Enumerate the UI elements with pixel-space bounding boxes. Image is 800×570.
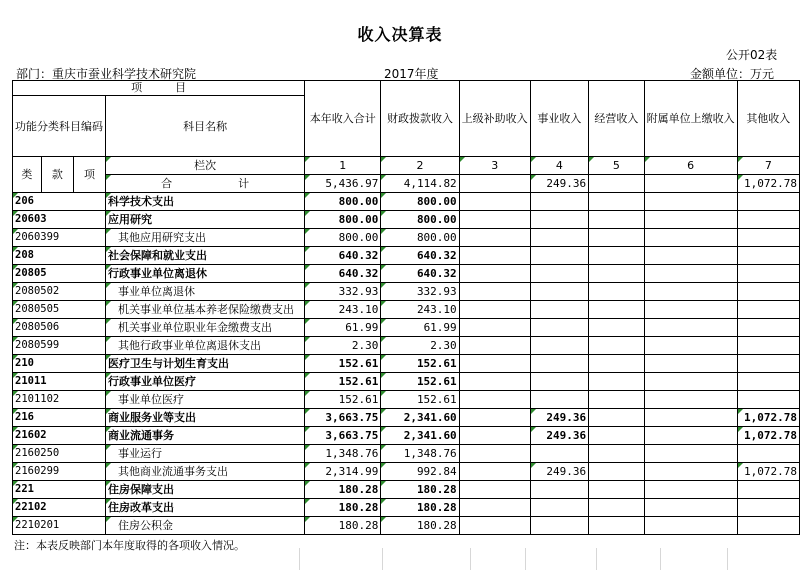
report-title: 收入决算表 [357,25,443,44]
row-c7 [737,355,799,373]
row-c3 [459,409,530,427]
table-row [13,499,800,517]
row-c4 [530,229,588,247]
row-c1: 800.00 [305,211,381,229]
row-code: 2080599 [13,337,106,355]
row-c2: 332.93 [381,283,459,301]
row-c4 [530,319,588,337]
row-c3 [459,427,530,445]
row-c6 [644,463,737,481]
footnote: 注：本表反映部门本年度取得的各项收入情况。 [14,539,245,552]
row-c5 [589,337,644,355]
row-subject-name: 事业单位离退休 [106,283,305,301]
row-c5 [589,229,644,247]
row-c4 [530,301,588,319]
row-c4 [530,499,588,517]
col-affiliated-income: 附属单位上缴收入 [644,81,737,157]
row-c6 [644,355,737,373]
row-c5 [589,319,644,337]
row-c2: 800.00 [381,193,459,211]
row-c6 [644,427,737,445]
row-c7 [737,517,799,535]
row-c6 [644,229,737,247]
row-c5 [589,463,644,481]
table-row [13,391,800,409]
row-c7: 1,072.78 [737,409,799,427]
row-c7 [737,283,799,301]
row-c1: 152.61 [305,373,381,391]
row-c5 [589,373,644,391]
row-c7 [737,499,799,517]
table-row [13,409,800,427]
row-subject-name: 应用研究 [106,211,305,229]
row-c6 [644,283,737,301]
row-subject-name: 机关事业单位职业年金缴费支出 [106,319,305,337]
row-c2: 61.99 [381,319,459,337]
row-c2: 2.30 [381,337,459,355]
row-c3 [459,463,530,481]
grid-line [382,548,383,570]
func-code-header: 功能分类科目编码 [13,96,106,157]
fiscal-year: 2017年度 [384,67,439,81]
row-c6 [644,445,737,463]
row-c6 [644,481,737,499]
table-row [13,193,800,211]
row-c4 [530,517,588,535]
row-code: 2080502 [13,283,106,301]
row-code: 21011 [13,373,106,391]
row-c4: 249.36 [530,409,588,427]
row-subject-name: 商业流通事务 [106,427,305,445]
row-code: 22102 [13,499,106,517]
table-row [13,517,800,535]
income-table [12,80,800,535]
row-subject-name: 住房改革支出 [106,499,305,517]
row-c5 [589,193,644,211]
row-c4 [530,337,588,355]
row-c7 [737,193,799,211]
row-c2: 2,341.60 [381,427,459,445]
row-c6 [644,211,737,229]
row-c6 [644,337,737,355]
row-c4 [530,211,588,229]
row-c1: 180.28 [305,499,381,517]
row-c1: 3,663.75 [305,409,381,427]
row-c1: 180.28 [305,481,381,499]
row-c7 [737,301,799,319]
row-c1: 800.00 [305,229,381,247]
row-subject-name: 事业单位医疗 [106,391,305,409]
row-c1: 3,663.75 [305,427,381,445]
row-c4 [530,391,588,409]
row-subject-name: 住房公积金 [106,517,305,535]
row-c2: 243.10 [381,301,459,319]
row-c6 [644,247,737,265]
row-c1: 152.61 [305,391,381,409]
row-c5 [589,301,644,319]
row-c1: 640.32 [305,265,381,283]
row-c5 [589,391,644,409]
row-subject-name: 其他商业流通事务支出 [106,463,305,481]
row-subject-name: 科学技术支出 [106,193,305,211]
row-c4: 249.36 [530,463,588,481]
kuan-header: 款 [41,157,73,193]
row-c7 [737,211,799,229]
row-c4 [530,247,588,265]
row-c7 [737,337,799,355]
row-c3 [459,445,530,463]
row-subject-name: 商业服务业等支出 [106,409,305,427]
row-c4 [530,265,588,283]
row-c1: 152.61 [305,355,381,373]
row-c6 [644,319,737,337]
row-c3 [459,265,530,283]
row-c7 [737,229,799,247]
row-c1: 1,348.76 [305,445,381,463]
grid-line [470,548,471,570]
total-c2: 4,114.82 [381,175,459,193]
row-c3 [459,247,530,265]
row-c5 [589,247,644,265]
row-c6 [644,265,737,283]
row-c7 [737,481,799,499]
row-c3 [459,229,530,247]
row-c3 [459,355,530,373]
row-code: 216 [13,409,106,427]
row-c2: 800.00 [381,211,459,229]
row-c6 [644,193,737,211]
col-fiscal-appropriation: 财政拨款收入 [381,81,459,157]
row-code: 20805 [13,265,106,283]
row-c6 [644,373,737,391]
col-number-4: 4 [530,157,588,175]
row-c4 [530,283,588,301]
row-c5 [589,427,644,445]
table-row [13,319,800,337]
table-row [13,247,800,265]
total-c7: 1,072.78 [737,175,799,193]
row-c3 [459,283,530,301]
total-c4: 249.36 [530,175,588,193]
form-number: 公开02表 [726,48,778,62]
table-row [13,427,800,445]
grid-line [299,548,300,570]
row-c2: 800.00 [381,229,459,247]
row-c2: 640.32 [381,265,459,283]
row-c4 [530,193,588,211]
xiang-header: 项 [73,157,105,193]
row-subject-name: 住房保障支出 [106,481,305,499]
row-c1: 640.32 [305,247,381,265]
table-row [13,301,800,319]
row-c5 [589,409,644,427]
row-c2: 2,341.60 [381,409,459,427]
row-code: 208 [13,247,106,265]
table-row [13,211,800,229]
row-c3 [459,301,530,319]
row-subject-name: 其他应用研究支出 [106,229,305,247]
project-header: 项 目 [13,81,305,96]
row-c6 [644,409,737,427]
table-row [13,463,800,481]
row-c2: 180.28 [381,499,459,517]
row-c3 [459,319,530,337]
row-c1: 61.99 [305,319,381,337]
table-row [13,229,800,247]
col-number-3: 3 [459,157,530,175]
row-code: 2210201 [13,517,106,535]
row-code: 2080505 [13,301,106,319]
subject-name-header: 科目名称 [106,96,305,157]
row-c5 [589,481,644,499]
row-c1: 332.93 [305,283,381,301]
grid-line [525,548,526,570]
row-c2: 180.28 [381,517,459,535]
table-row [13,283,800,301]
row-code: 206 [13,193,106,211]
row-c7 [737,265,799,283]
row-subject-name: 其他行政事业单位离退休支出 [106,337,305,355]
row-c6 [644,391,737,409]
row-subject-name: 医疗卫生与计划生育支出 [106,355,305,373]
col-number-7: 7 [737,157,799,175]
amount-unit: 金额单位：万元 [690,67,775,81]
row-c1: 180.28 [305,517,381,535]
table-row [13,445,800,463]
col-number-6: 6 [644,157,737,175]
table-row [13,337,800,355]
total-c6 [644,175,737,193]
row-c4 [530,355,588,373]
row-code: 2101102 [13,391,106,409]
lei-header: 类 [13,157,42,193]
row-c1: 2.30 [305,337,381,355]
row-code: 2160250 [13,445,106,463]
row-c5 [589,517,644,535]
row-c7 [737,373,799,391]
row-code: 2080506 [13,319,106,337]
row-c7: 1,072.78 [737,427,799,445]
row-c3 [459,481,530,499]
row-c2: 640.32 [381,247,459,265]
row-code: 20603 [13,211,106,229]
row-c3 [459,211,530,229]
row-code: 210 [13,355,106,373]
table-row [13,373,800,391]
row-c6 [644,517,737,535]
row-c5 [589,445,644,463]
col-total-income: 本年收入合计 [305,81,381,157]
row-c4: 249.36 [530,427,588,445]
lanci-label: 栏次 [106,157,305,175]
row-c3 [459,499,530,517]
row-c2: 152.61 [381,355,459,373]
row-c1: 2,314.99 [305,463,381,481]
grid-line [660,548,661,570]
row-c3 [459,391,530,409]
row-c3 [459,337,530,355]
row-c7 [737,391,799,409]
col-other-income: 其他收入 [737,81,799,157]
row-subject-name: 事业运行 [106,445,305,463]
total-c3 [459,175,530,193]
row-c4 [530,481,588,499]
row-subject-name: 社会保障和就业支出 [106,247,305,265]
row-c7 [737,319,799,337]
total-c1: 5,436.97 [305,175,381,193]
row-c3 [459,517,530,535]
row-code: 21602 [13,427,106,445]
row-c2: 180.28 [381,481,459,499]
col-business-income: 事业收入 [530,81,588,157]
row-c5 [589,355,644,373]
table-row [13,481,800,499]
row-c3 [459,373,530,391]
col-number-1: 1 [305,157,381,175]
department-label: 部门：重庆市蚕业科学技术研究院 [16,67,197,81]
row-c3 [459,193,530,211]
row-c4 [530,373,588,391]
row-c2: 152.61 [381,373,459,391]
row-c7: 1,072.78 [737,463,799,481]
row-c1: 243.10 [305,301,381,319]
row-c7 [737,445,799,463]
row-subject-name: 机关事业单位基本养老保险缴费支出 [106,301,305,319]
col-superior-subsidy: 上级补助收入 [459,81,530,157]
row-subject-name: 行政事业单位医疗 [106,373,305,391]
row-subject-name: 行政事业单位离退休 [106,265,305,283]
total-label: 合 计 [106,175,305,193]
row-c5 [589,283,644,301]
row-c4 [530,445,588,463]
row-c5 [589,265,644,283]
col-operating-income: 经营收入 [589,81,644,157]
row-c2: 152.61 [381,391,459,409]
row-code: 2060399 [13,229,106,247]
row-code: 2160299 [13,463,106,481]
row-c1: 800.00 [305,193,381,211]
grid-line [596,548,597,570]
row-c7 [737,247,799,265]
row-code: 221 [13,481,106,499]
table-row [13,355,800,373]
col-number-2: 2 [381,157,459,175]
row-c2: 1,348.76 [381,445,459,463]
row-c6 [644,301,737,319]
table-row [13,265,800,283]
row-c5 [589,499,644,517]
row-c5 [589,211,644,229]
row-c6 [644,499,737,517]
grid-line [727,548,728,570]
row-c2: 992.84 [381,463,459,481]
total-c5 [589,175,644,193]
col-number-5: 5 [589,157,644,175]
